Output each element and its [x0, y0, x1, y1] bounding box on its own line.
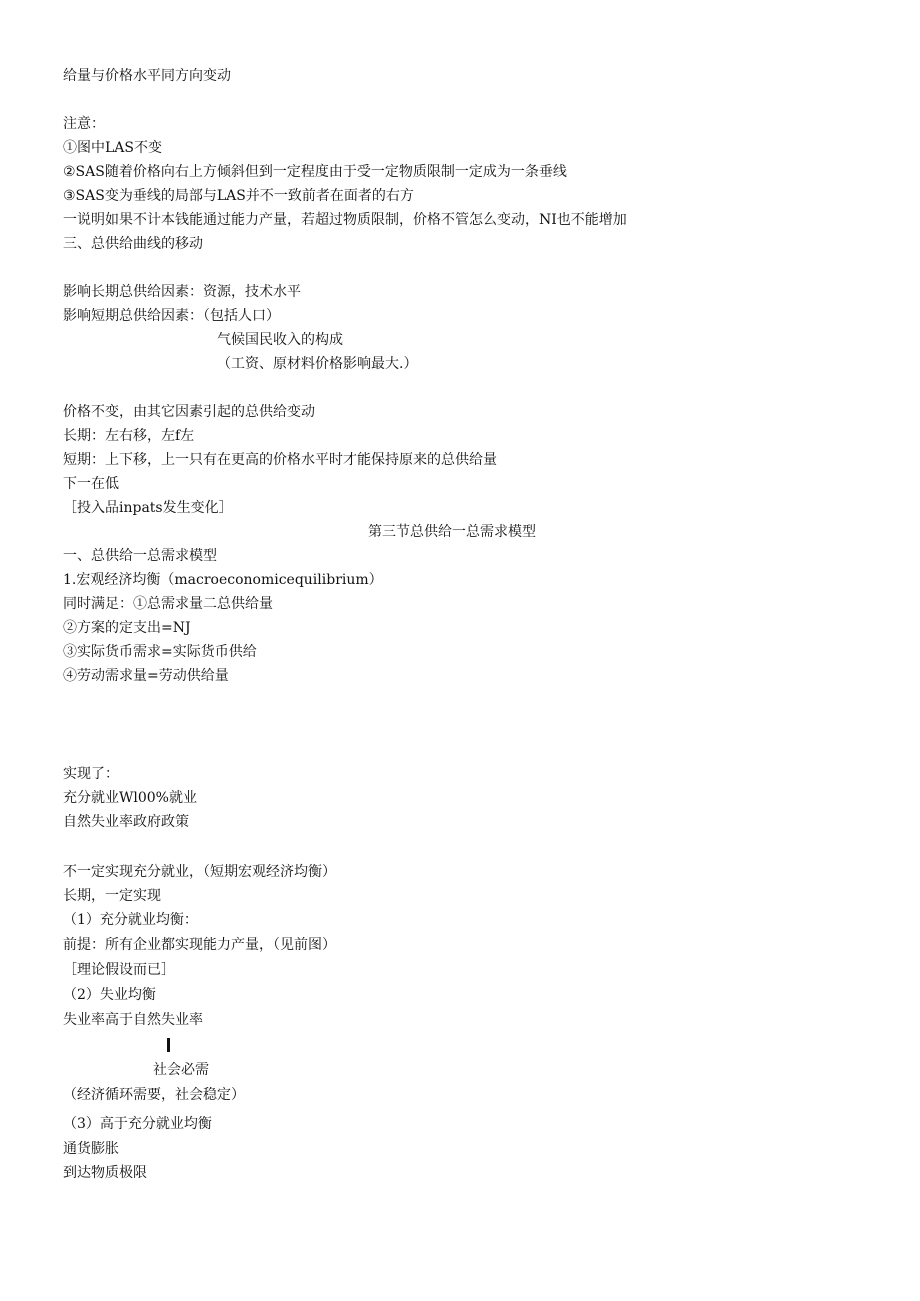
- text-line: 同时满足：①总需求量二总供给量: [63, 596, 273, 612]
- text-line: 下一在低: [63, 476, 119, 492]
- text-line: 不一定实现充分就业，（短期宏观经济均衡）: [63, 864, 336, 880]
- text-line: 气候国民收入的构成: [217, 332, 343, 348]
- text-line: 影响短期总供给因素：（包括人口）: [63, 308, 280, 324]
- text-line: （3）高于充分就业均衡: [63, 1116, 212, 1132]
- text-line: ②SAS随着价格向右上方倾斜但到一定程度由于受一定物质限制一定成为一条垂线: [63, 164, 567, 180]
- vertical-bar-mark: [167, 1038, 170, 1052]
- text-line: ④劳动需求量=劳动供给量: [63, 668, 229, 684]
- text-line: （2）失业均衡: [63, 987, 156, 1003]
- section-heading: 三、总供给曲线的移动: [63, 236, 203, 252]
- text-line: 到达物质极限: [63, 1165, 147, 1181]
- text-line: 长期，一定实现: [63, 888, 161, 904]
- text-line: 实现了：: [63, 766, 119, 782]
- text-line: ［投入品inpats发生变化］: [63, 500, 233, 516]
- text-line: 长期：左右移，左f左: [63, 428, 195, 444]
- text-line: （1）充分就业均衡：: [63, 912, 198, 928]
- text-line: 失业率高于自然失业率: [63, 1012, 203, 1028]
- text-line: 充分就业Wl00%就业: [63, 790, 197, 806]
- text-line: （经济循环需要，社会稳定）: [63, 1087, 245, 1103]
- text-line: ③实际货币需求=实际货币供给: [63, 644, 257, 660]
- text-line: 影响长期总供给因素：资源，技术水平: [63, 284, 301, 300]
- text-line: 注意：: [63, 116, 105, 132]
- text-line: 自然失业率政府政策: [63, 814, 189, 830]
- text-line: 社会必需: [153, 1062, 209, 1078]
- text-line: 给量与价格水平同方向变动: [63, 68, 231, 84]
- text-line: ［理论假设而已］: [63, 962, 175, 978]
- text-line: 通货膨胀: [63, 1141, 119, 1157]
- text-line: （工资、原材料价格影响最大.）: [217, 356, 418, 372]
- section-title: 第三节总供给一总需求模型: [368, 524, 536, 540]
- text-line: ②方案的定支出=NJ: [63, 620, 191, 636]
- text-line: 一说明如果不计本钱能通过能力产量，若超过物质限制，价格不管怎么变动，NI也不能增加: [63, 212, 627, 228]
- text-line: 1.宏观经济均衡（macroeconomicequilibrium）: [63, 572, 383, 588]
- section-heading: 一、总供给一总需求模型: [63, 548, 217, 564]
- text-line: 价格不变，由其它因素引起的总供给变动: [63, 404, 315, 420]
- text-line: ③SAS变为垂线的局部与LAS并不一致前者在面者的右方: [63, 188, 414, 204]
- text-line: 短期：上下移，上一只有在更高的价格水平时才能保持原来的总供给量: [63, 452, 497, 468]
- text-line: 前提：所有企业都实现能力产量，（见前图）: [63, 937, 336, 953]
- text-line: ①图中LAS不变: [63, 140, 162, 156]
